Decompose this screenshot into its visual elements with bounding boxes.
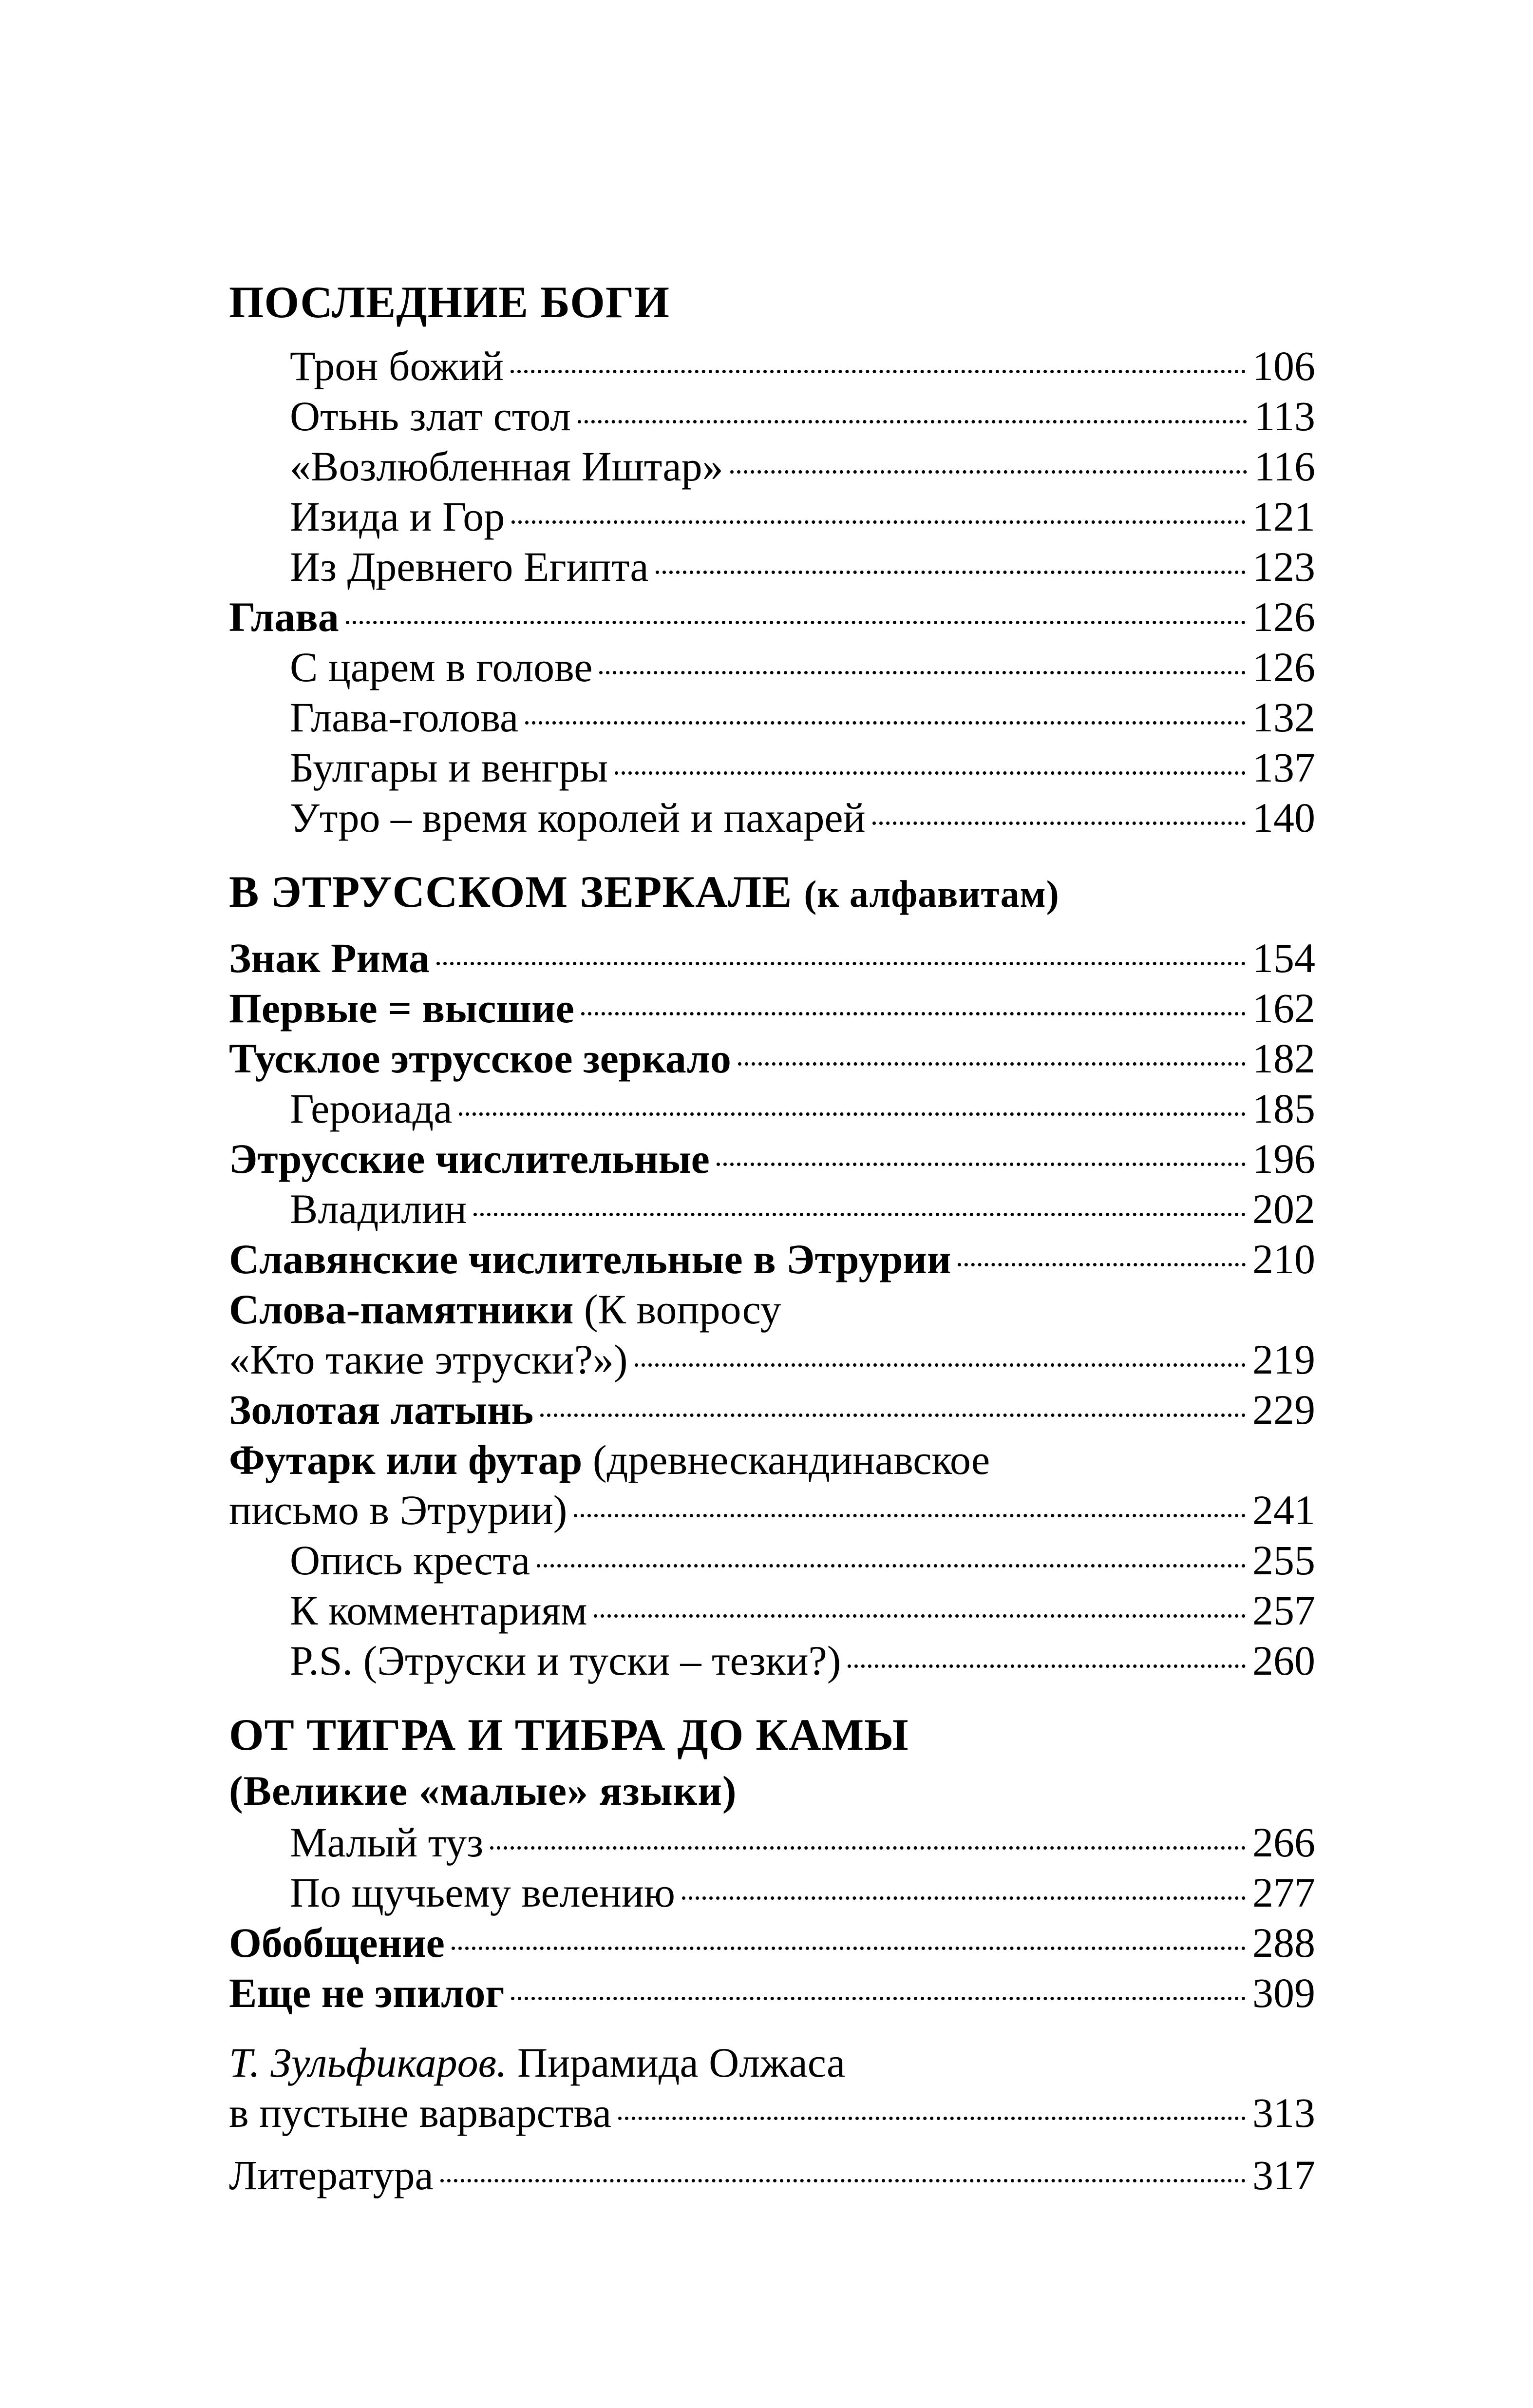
toc-entry-page: 313 <box>1252 2089 1315 2136</box>
toc-entry-note: (древнескандинавское <box>582 1436 990 1483</box>
dot-leader <box>717 1163 1246 1166</box>
toc-entry-glava[interactable] <box>229 592 1315 642</box>
dot-leader <box>459 1112 1246 1116</box>
afterword-title: Пирамида Олжаса <box>507 2039 846 2086</box>
dot-leader <box>872 822 1246 825</box>
toc-entry[interactable] <box>229 1234 1315 1284</box>
toc-entry-label-cont: «Кто такие этруски?») <box>229 1336 628 1383</box>
toc-entry-label: Тусклое этрусское зеркало <box>229 1035 731 1082</box>
toc-entry[interactable] <box>229 542 1315 592</box>
section-title: В ЭТРУССКОМ ЗЕРКАЛЕ <box>229 867 793 917</box>
toc-entry-page: 121 <box>1252 493 1315 540</box>
toc-entry-label: Футарк или футар <box>229 1436 583 1483</box>
toc-entry-label: Утро – время королей и пахарей <box>290 794 866 841</box>
toc-entry-label: Глава-голова <box>290 694 519 741</box>
toc-entry-page: 219 <box>1252 1336 1315 1383</box>
afterword-author: Т. Зульфикаров. <box>229 2039 507 2086</box>
toc-entry-literature[interactable] <box>229 2150 1315 2200</box>
toc-entry[interactable] <box>229 1535 1315 1586</box>
dot-leader <box>848 1664 1246 1668</box>
toc-entry-page: 126 <box>1252 644 1315 690</box>
toc-entry-label: Опись креста <box>290 1537 530 1584</box>
toc-entry-page: 154 <box>1252 935 1315 981</box>
toc-entry-label: P.S. (Этруски и туски – тезки?) <box>290 1637 841 1684</box>
toc-entry[interactable] <box>229 1968 1315 2018</box>
toc-entry-page: 309 <box>1252 1969 1315 2016</box>
dot-leader <box>452 1947 1246 1950</box>
section-heading-last-gods: ПОСЛЕДНИЕ БОГИ <box>229 277 670 327</box>
toc-entry-page: 123 <box>1252 543 1315 590</box>
toc-entry[interactable] <box>229 1385 1315 1435</box>
toc-entry-page: 277 <box>1252 1869 1315 1916</box>
dot-leader <box>346 621 1246 624</box>
toc-entry-page: 266 <box>1252 1819 1315 1866</box>
dot-leader <box>540 1414 1246 1417</box>
dot-leader <box>958 1263 1246 1266</box>
toc-entry-page: 162 <box>1252 985 1315 1032</box>
dot-leader <box>635 1363 1246 1367</box>
toc-entry[interactable] <box>229 391 1315 441</box>
dot-leader <box>656 571 1246 574</box>
toc-entry-note: (К вопросу <box>573 1286 781 1333</box>
toc-entry-label: Владилин <box>290 1185 467 1232</box>
toc-entry[interactable] <box>229 492 1315 542</box>
dot-leader <box>511 520 1246 524</box>
toc-entry-page: 257 <box>1252 1587 1315 1634</box>
section-heading-etruscan-mirror <box>229 862 1315 923</box>
dot-leader <box>682 1896 1246 1900</box>
toc-entry-page: 140 <box>1252 794 1315 841</box>
toc-entry[interactable] <box>229 1918 1315 1968</box>
section-heading-tigris-tiber: ОТ ТИГРА И ТИБРА ДО КАМЫ <box>229 1710 909 1759</box>
dot-leader <box>738 1062 1246 1066</box>
toc-entry-label-cont: в пустыне варварства <box>229 2089 612 2136</box>
toc-entry[interactable] <box>229 1868 1315 1918</box>
toc-entry-page: 229 <box>1252 1386 1315 1433</box>
toc-entry-label: Из Древнего Египта <box>290 543 649 590</box>
toc-entry-label: Слова-памятники <box>229 1286 574 1333</box>
toc-entry[interactable] <box>229 441 1315 492</box>
dot-leader <box>578 420 1247 423</box>
dot-leader <box>574 1514 1246 1517</box>
toc-entry-label-cont: письмо в Этрурии) <box>229 1487 568 1533</box>
toc-entry-label: Обобщение <box>229 1919 445 1966</box>
toc-entry-label: Знак Рима <box>229 935 430 981</box>
toc-entry-page: 288 <box>1252 1919 1315 1966</box>
toc-entry-page: 185 <box>1252 1085 1315 1132</box>
toc-entry[interactable] <box>229 1134 1315 1184</box>
toc-entry[interactable] <box>229 1335 1315 1385</box>
toc-entry-page: 137 <box>1252 744 1315 791</box>
toc-entry-label: Трон божий <box>290 343 504 389</box>
toc-entry[interactable] <box>229 341 1315 391</box>
dot-leader <box>618 2117 1246 2120</box>
dot-leader <box>525 721 1246 725</box>
toc-entry-label: Отьнь злат стол <box>290 393 571 440</box>
dot-leader <box>594 1614 1246 1618</box>
toc-entry-label: Литература <box>229 2152 434 2198</box>
toc-entry-page: 260 <box>1252 1637 1315 1684</box>
toc-entry-page: 132 <box>1252 694 1315 741</box>
toc-entry-label: «Возлюбленная Иштар» <box>290 443 723 490</box>
toc-entry-page: 255 <box>1252 1537 1315 1584</box>
toc-entry-line[interactable] <box>229 1284 1315 1335</box>
toc-entry-label: По щучьему велению <box>290 1869 676 1916</box>
dot-leader <box>511 1997 1246 2000</box>
toc-entry-label: Золотая латынь <box>229 1386 534 1433</box>
toc-entry[interactable] <box>229 1184 1315 1234</box>
toc-entry[interactable] <box>229 933 1315 983</box>
toc-entry-label: Первые = высшие <box>229 985 574 1032</box>
dot-leader <box>615 771 1246 775</box>
dot-leader <box>490 1846 1246 1850</box>
toc-entry-page: 196 <box>1252 1135 1315 1182</box>
toc-entry-page: 317 <box>1252 2152 1315 2198</box>
toc-entry-label: Славянские числительные в Этрурии <box>229 1236 951 1282</box>
toc-entry-label: Малый туз <box>290 1819 484 1866</box>
toc-entry[interactable] <box>229 1033 1315 1084</box>
toc-entry-label: Этрусские числительные <box>229 1135 710 1182</box>
toc-entry[interactable] <box>229 692 1315 743</box>
toc-entry-label: Изида и Гор <box>290 493 505 540</box>
toc-entry[interactable] <box>229 743 1315 793</box>
toc-entry-page: 241 <box>1252 1487 1315 1533</box>
toc-entry-label: Еще не эпилог <box>229 1969 505 2016</box>
toc-entry-label: К комментариям <box>290 1587 587 1634</box>
toc-entry-line[interactable] <box>229 2038 1315 2088</box>
toc-entry-label: С царем в голове <box>290 644 593 690</box>
toc-entry[interactable] <box>229 1817 1315 1868</box>
toc-entry[interactable] <box>229 1485 1315 1535</box>
toc-entry-page: 182 <box>1252 1035 1315 1082</box>
toc-entry[interactable] <box>229 1084 1315 1134</box>
dot-leader <box>473 1213 1246 1216</box>
toc-entry[interactable] <box>229 2088 1315 2138</box>
toc-entry-page: 210 <box>1252 1236 1315 1282</box>
toc-entry-label: Булгары и венгры <box>290 744 608 791</box>
toc-entry[interactable] <box>229 642 1315 692</box>
dot-leader <box>581 1012 1246 1015</box>
dot-leader <box>511 370 1246 373</box>
dot-leader <box>599 671 1246 674</box>
dot-leader <box>436 962 1246 965</box>
toc-entry-label: Героиада <box>290 1085 453 1132</box>
section-subheading: (Великие «малые» языки) <box>229 1767 737 1814</box>
dot-leader <box>730 470 1248 474</box>
toc-entry-page: 126 <box>1252 593 1315 640</box>
toc-entry[interactable] <box>229 793 1315 843</box>
toc-entry-page: 113 <box>1254 393 1315 440</box>
toc-entry-line[interactable] <box>229 1435 1315 1485</box>
toc-entry[interactable] <box>229 983 1315 1033</box>
toc-entry[interactable] <box>229 1586 1315 1636</box>
toc-entry-page: 116 <box>1254 443 1315 490</box>
dot-leader <box>537 1564 1246 1567</box>
toc-entry-page: 106 <box>1252 343 1315 389</box>
toc-entry[interactable] <box>229 1636 1315 1686</box>
table-of-contents <box>229 273 1315 2200</box>
dot-leader <box>440 2179 1246 2182</box>
toc-entry-label: Глава <box>229 593 339 640</box>
section-title-note: (к алфавитам) <box>804 873 1060 915</box>
toc-entry-page: 202 <box>1252 1185 1315 1232</box>
